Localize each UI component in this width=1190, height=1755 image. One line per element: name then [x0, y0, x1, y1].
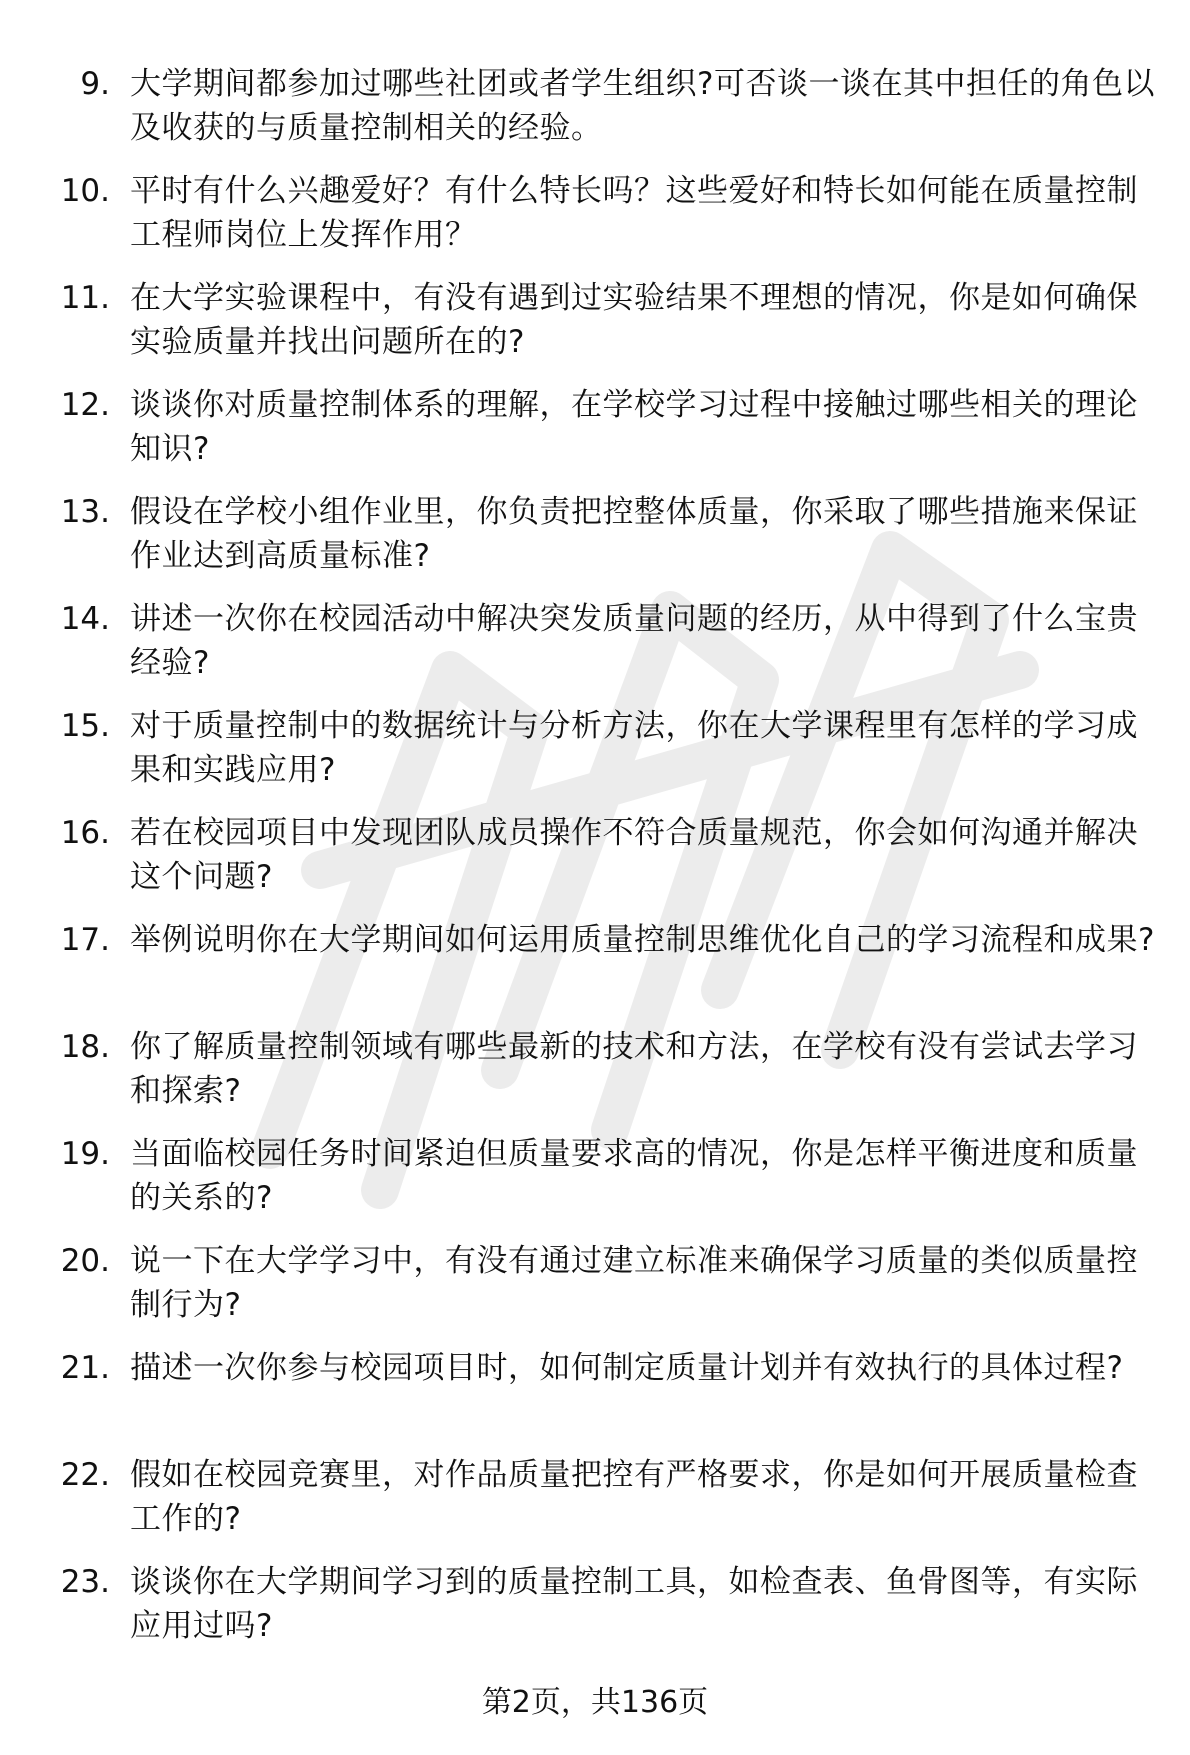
question-text: 在大学实验课程中，有没有遇到过实验结果不理想的情况，你是如何确保实验质量并找出问题所在的? [130, 280, 1138, 360]
question-number: 16. [60, 815, 110, 851]
list-item [0, 1122, 1190, 1229]
list-item [0, 1229, 1190, 1336]
question-text: 对于质量控制中的数据统计与分析方法，你在大学课程里有怎样的学习成果和实践应用? [130, 708, 1138, 788]
question-text: 假设在学校小组作业里，你负责把控整体质量，你采取了哪些措施来保证作业达到高质量标准? [130, 494, 1138, 574]
question-text: 平时有什么兴趣爱好？有什么特长吗？这些爱好和特长如何能在质量控制工程师岗位上发挥作用？ [130, 173, 1138, 253]
page-footer: 第2页，共136页 [481, 1685, 709, 1720]
question-number: 17. [60, 922, 110, 958]
question-text: 描述一次你参与校园项目时，如何制定质量计划并有效执行的具体过程? [130, 1350, 1124, 1386]
question-text: 若在校园项目中发现团队成员操作不符合质量规范，你会如何沟通并解决这个问题? [130, 815, 1138, 895]
list-item [0, 266, 1190, 373]
list-item [0, 694, 1190, 801]
list-item [0, 1550, 1190, 1657]
question-list [0, 52, 1190, 1657]
question-number: 18. [60, 1029, 110, 1065]
list-item [0, 159, 1190, 266]
question-text: 你了解质量控制领域有哪些最新的技术和方法，在学校有没有尝试去学习和探索? [130, 1029, 1138, 1109]
question-number: 9. [80, 66, 110, 102]
question-number: 14. [60, 601, 110, 637]
list-item [0, 587, 1190, 694]
question-number: 10. [60, 173, 110, 209]
list-item [0, 1015, 1190, 1122]
question-number: 11. [60, 280, 110, 316]
question-number: 23. [60, 1564, 110, 1600]
question-text: 谈谈你对质量控制体系的理解，在学校学习过程中接触过哪些相关的理论知识? [130, 387, 1138, 467]
question-text: 说一下在大学学习中，有没有通过建立标准来确保学习质量的类似质量控制行为? [130, 1243, 1138, 1323]
list-item [0, 1336, 1190, 1443]
question-number: 12. [60, 387, 110, 423]
question-number: 20. [60, 1243, 110, 1279]
list-item [0, 52, 1190, 159]
list-item [0, 480, 1190, 587]
question-text: 假如在校园竞赛里，对作品质量把控有严格要求，你是如何开展质量检查工作的? [130, 1457, 1138, 1537]
question-text: 讲述一次你在校园活动中解决突发质量问题的经历，从中得到了什么宝贵经验? [130, 601, 1138, 681]
question-number: 13. [60, 494, 110, 530]
list-item [0, 373, 1190, 480]
list-item [0, 801, 1190, 908]
question-text: 当面临校园任务时间紧迫但质量要求高的情况，你是怎样平衡进度和质量的关系的? [130, 1136, 1138, 1216]
question-number: 15. [60, 708, 110, 744]
question-number: 21. [60, 1350, 110, 1386]
question-number: 19. [60, 1136, 110, 1172]
question-text: 谈谈你在大学期间学习到的质量控制工具，如检查表、鱼骨图等，有实际应用过吗? [130, 1564, 1138, 1644]
question-text: 大学期间都参加过哪些社团或者学生组织?可否谈一谈在其中担任的角色以及收获的与质量控制相关的经验。 [130, 66, 1155, 146]
list-item [0, 1443, 1190, 1550]
list-item [0, 908, 1190, 1015]
question-text: 举例说明你在大学期间如何运用质量控制思维优化自己的学习流程和成果? [130, 922, 1155, 958]
question-number: 22. [60, 1457, 110, 1493]
